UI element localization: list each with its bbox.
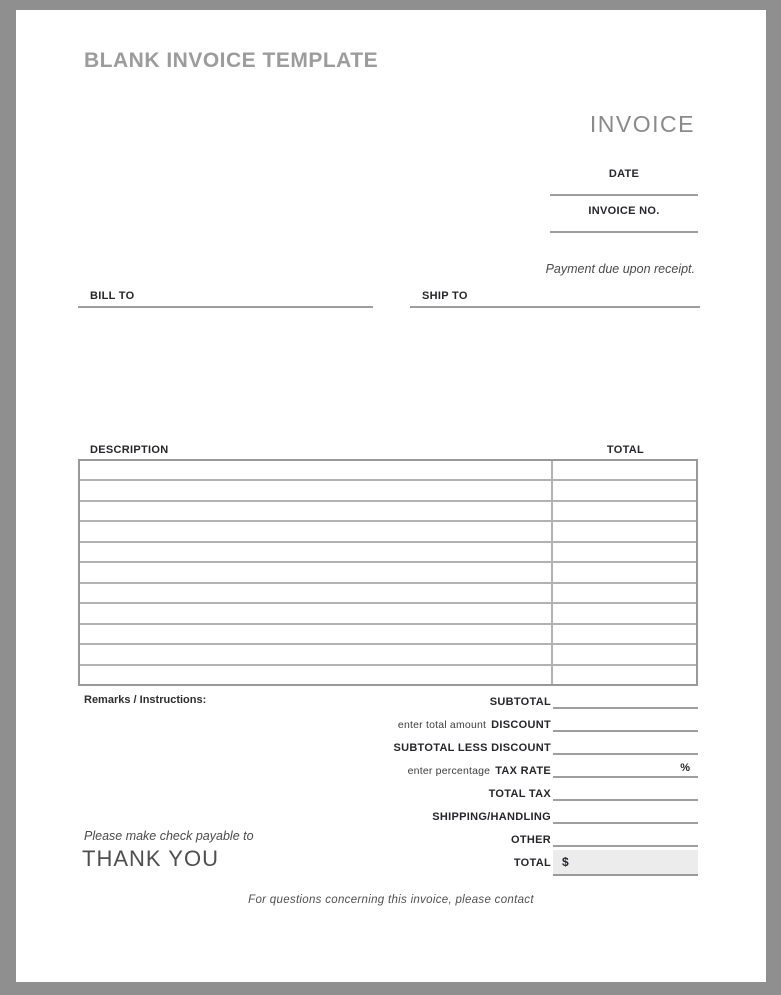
item-row (80, 582, 696, 602)
item-total-cell[interactable] (553, 625, 696, 643)
item-description-cell[interactable] (80, 563, 553, 581)
currency-symbol: $ (562, 855, 569, 869)
item-total-cell[interactable] (553, 502, 696, 520)
item-description-cell[interactable] (80, 645, 553, 663)
grand-total-label: TOTAL (513, 857, 551, 869)
item-row (80, 479, 696, 499)
shipping-handling-label: SHIPPING/HANDLING (432, 811, 551, 823)
item-row (80, 461, 696, 479)
item-row (80, 520, 696, 540)
other-input-line[interactable] (553, 830, 698, 847)
item-total-cell[interactable] (553, 604, 696, 622)
item-row (80, 561, 696, 581)
footer-note: For questions concerning this invoice, please contact (248, 894, 534, 906)
subtotal-less-discount-label: SUBTOTAL LESS DISCOUNT (393, 742, 551, 754)
items-table (78, 459, 698, 686)
invoice-no-input-line[interactable] (550, 231, 698, 233)
total-tax-row (78, 784, 698, 801)
item-total-cell[interactable] (553, 543, 696, 561)
tax-rate-label: TAX RATE (495, 765, 551, 777)
check-payable-note: Please make check payable to (84, 829, 254, 843)
bill-to-input-line[interactable] (78, 306, 373, 308)
item-description-cell[interactable] (80, 604, 553, 622)
item-total-cell[interactable] (553, 666, 696, 684)
other-label: OTHER (511, 834, 551, 846)
item-row (80, 623, 696, 643)
item-description-cell[interactable] (80, 666, 553, 684)
description-header: DESCRIPTION (90, 444, 169, 456)
invoice-heading: INVOICE (589, 111, 695, 137)
item-total-cell[interactable] (553, 522, 696, 540)
tax-rate-helper: enter percentage (407, 765, 491, 777)
item-description-cell[interactable] (80, 584, 553, 602)
remarks-label: Remarks / Instructions: (84, 694, 207, 706)
discount-row (78, 715, 698, 732)
item-total-cell[interactable] (553, 481, 696, 499)
thank-you-text: THANK YOU (82, 846, 219, 871)
subtotal-input-line[interactable] (553, 692, 698, 709)
item-description-cell[interactable] (80, 461, 553, 479)
subtotal-row (78, 692, 698, 709)
item-row (80, 643, 696, 663)
item-total-cell[interactable] (553, 584, 696, 602)
tax-rate-row (78, 761, 698, 778)
total-tax-input-line[interactable] (553, 784, 698, 801)
item-total-cell[interactable] (553, 461, 696, 479)
percent-suffix: % (680, 762, 690, 774)
shipping-handling-input-line[interactable] (553, 807, 698, 824)
item-description-cell[interactable] (80, 502, 553, 520)
ship-to-label: SHIP TO (422, 290, 468, 302)
date-input-line[interactable] (550, 194, 698, 196)
ship-to-input-line[interactable] (410, 306, 700, 308)
grand-total-box[interactable] (553, 850, 698, 876)
discount-helper: enter total amount (397, 719, 487, 731)
subtotal-label: SUBTOTAL (489, 696, 551, 708)
payment-note: Payment due upon receipt. (545, 262, 695, 276)
item-description-cell[interactable] (80, 522, 553, 540)
tax-rate-input-line[interactable] (553, 761, 698, 778)
item-row (80, 664, 696, 684)
item-row (80, 500, 696, 520)
page-title: BLANK INVOICE TEMPLATE (84, 49, 379, 72)
invoice-no-label: INVOICE NO. (588, 205, 660, 217)
item-total-cell[interactable] (553, 645, 696, 663)
total-tax-label: TOTAL TAX (488, 788, 551, 800)
item-description-cell[interactable] (80, 543, 553, 561)
item-description-cell[interactable] (80, 481, 553, 499)
subtotal-less-discount-row (78, 738, 698, 755)
invoice-page (16, 10, 766, 982)
item-row (80, 541, 696, 561)
discount-label: DISCOUNT (491, 719, 551, 731)
total-header: TOTAL (606, 444, 645, 456)
bill-to-label: BILL TO (90, 290, 135, 302)
subtotal-less-discount-input-line[interactable] (553, 738, 698, 755)
item-row (80, 602, 696, 622)
item-description-cell[interactable] (80, 625, 553, 643)
discount-input-line[interactable] (553, 715, 698, 732)
date-label: DATE (608, 168, 640, 180)
shipping-handling-row (78, 807, 698, 824)
item-total-cell[interactable] (553, 563, 696, 581)
